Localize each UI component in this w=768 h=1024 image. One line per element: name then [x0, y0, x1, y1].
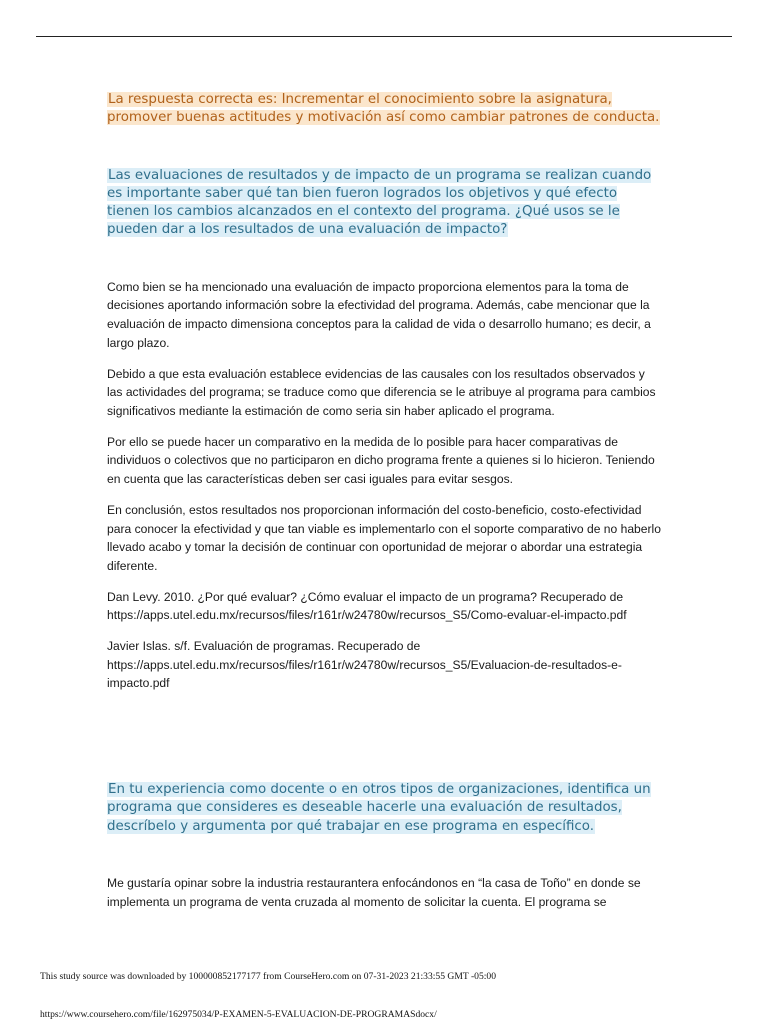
- reference-islas: Javier Islas. s/f. Evaluación de programas. Recuperado de https://apps.utel.edu.mx/recursos/files/r161r/w24780w/recursos_S5/Evaluacion-de-resultados-e-impacto.pdf: [107, 639, 622, 691]
- correct-answer-text: La respuesta correcta es: Incrementar el conocimiento sobre la asignatura, promover buenas actitudes y motivación así como cambiar patrones de conducta.: [107, 92, 660, 126]
- response-1-paragraph: Debido a que esta evaluación establece evidencias de las causales con los resultados observados y las actividades del programa; se traduce como que diferencia se le atribuye al programa para cambios significativos mediante la estimación de como seria sin haber aplicado el programa.: [107, 366, 656, 418]
- correct-answer-note: [107, 91, 662, 128]
- question-1: [107, 167, 662, 240]
- source-url: https://www.coursehero.com/file/162975034/P-EXAMEN-5-EVALUACION-DE-PROGRAMASdocx/: [40, 1009, 437, 1020]
- response-1-paragraph: En conclusión, estos resultados nos proporcionan información del costo-beneficio, costo-efectividad para conocer la efectividad y que tan viable es implementarlo con el soporte comparativo de no haberlo llevado acabo y tomar la decisión de continuar con oportunidad de mejorar o abordar una estrategia diferente.: [107, 502, 661, 573]
- response-1-paragraph: Por ello se puede hacer un comparativo en la medida de lo posible para hacer comparativas de individuos o colectivos que no participaron en dicho programa frente a quienes si lo hicieron. Teniendo en cuenta que las características deben ser casi iguales para evitar sesgos.: [107, 434, 655, 487]
- question-1-text: Las evaluaciones de resultados y de impacto de un programa se realizan cuando es importante saber qué tan bien fueron logrados los objetivos y qué efecto tienen los cambios alcanzados en el contexto del programa. ¿Qué usos se le pueden dar a los resultados de una evaluación de impacto?: [107, 167, 652, 238]
- response-1: [107, 278, 662, 693]
- question-2-text: En tu experiencia como docente o en otros tipos de organizaciones, identifica un programa que consideres es deseable hacerle una evaluación de resultados, descríbelo y argumenta por qué trabajar en ese programa en específico.: [107, 782, 651, 834]
- download-source-note: This study source was downloaded by 100000852177177 from CourseHero.com on 07-31-2023 21:33:55 GMT -05:00: [40, 971, 497, 982]
- section-spacer: [107, 705, 662, 781]
- response-2-paragraph: Me gustaría opinar sobre la industria restaurantera enfocándonos en “la casa de Toño” en donde se implementa un programa de venta cruzada al momento de solicitar la cuenta. El programa se: [107, 876, 641, 909]
- reference-levy: Dan Levy. 2010. ¿Por qué evaluar? ¿Cómo evaluar el impacto de un programa? Recuperado de https://apps.utel.edu.mx/recursos/files/r161r/w24780w/recursos_S5/Como-evaluar-el-impacto.pdf: [107, 589, 627, 623]
- question-2: [107, 781, 662, 836]
- document-body: [107, 91, 662, 923]
- response-2: [107, 874, 662, 911]
- response-1-paragraph: Como bien se ha mencionado una evaluación de impacto proporciona elementos para la toma de decisiones aportando información sobre la efectividad del programa. Además, cabe mencionar que la evaluación de impacto dimensiona conceptos para la calidad de vida o desarrollo humano; es decir, a largo plazo.: [107, 279, 651, 350]
- page-top-rule: [36, 36, 732, 37]
